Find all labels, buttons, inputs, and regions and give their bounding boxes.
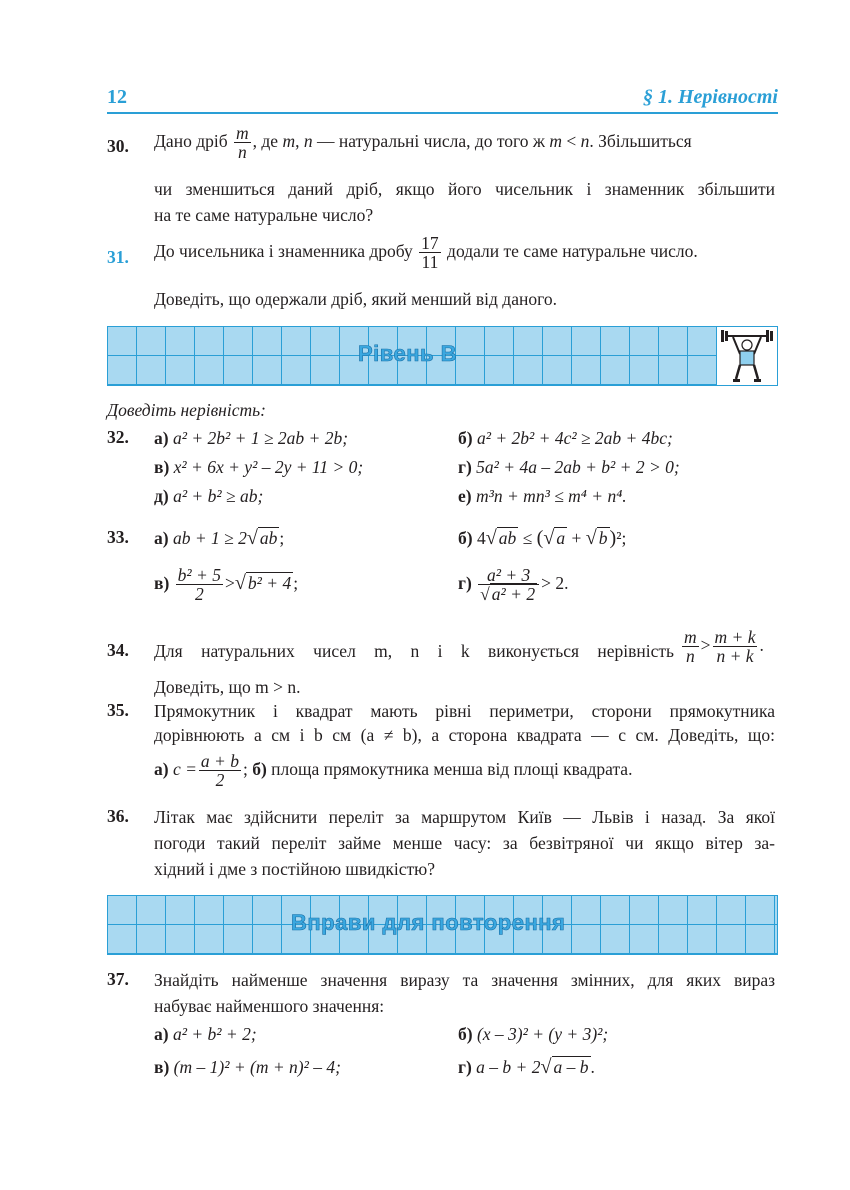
review-banner (107, 895, 778, 955)
exercise-30-number: 30. (107, 136, 129, 156)
ex37-v: в) (m – 1)² + (m + n)² – 4; (154, 1057, 341, 1077)
ex35-parts: а) c = $\frac{a + b}{2}$ ; б) площа прямокутника менша від площі квадрата. (154, 751, 633, 791)
exercise-30-line2: чи зменшиться даний дріб, якщо його чисельник і знаменник збільшити (154, 179, 775, 199)
ex36-line2: погоди такий переліт займе менше часу: за безвітряної чи якщо вітер за- (154, 833, 775, 853)
level-banner-title: Рівень В (358, 341, 458, 366)
exercise-34-number: 34. (107, 640, 129, 660)
exercise-31-line1: До чисельника і знаменника дробу $\frac{17}{11}$ додали те саме натуральне число. (154, 233, 698, 273)
exercise-37-number: 37. (107, 969, 129, 989)
intro-text: Доведіть нерівність: (107, 400, 266, 420)
ex34-line2: Доведіть, що m > n. (154, 677, 301, 697)
ex37-line2: набуває найменшого значення: (154, 996, 385, 1016)
ex32-d: д) a² + b² ≥ ab; (154, 486, 264, 506)
section-title: § 1. Нерівності (642, 86, 778, 108)
ex37-a: а) a² + b² + 2; (154, 1024, 257, 1044)
exercise-36-number: 36. (107, 806, 129, 826)
ex34-fractions: $\frac{m}{n}$ > $\frac{m + k}{n + k}$ . (684, 627, 764, 667)
ex36-line3: хідний і дме з постійною швидкістю? (154, 859, 436, 879)
ex33-b: б) 4√ ab ≤ (√ a + √ b)²; (458, 527, 627, 549)
ex34-line1: Для натуральних чисел m, n і k виконується нерівність (154, 641, 674, 661)
weightlifter-icon (716, 327, 777, 385)
page-number: 12 (107, 86, 127, 108)
ex37-b: б) (x – 3)² + (y + 3)²; (458, 1024, 609, 1044)
ex32-v: в) x² + 6x + y² – 2y + 11 > 0; (154, 457, 364, 477)
ex33-g: г) $\frac{\text{a² + 3}}{\text{√ a² + 2}}$ > 2. (458, 565, 569, 605)
ex32-b: б) a² + 2b² + 4c² ≥ 2ab + 4bc; (458, 428, 673, 448)
fraction-m-n: $\frac{m}{n}$ (236, 123, 249, 163)
ex37-g: г) a – b + 2√ a – b . (458, 1056, 595, 1078)
ex35-line2: дорівнюють a см і b см (a ≠ b), а сторона квадрата — c см. Доведіть, що: (154, 725, 775, 745)
exercise-30-line1: Дано дріб $\frac{m}{n}$ , де m, n — натуральні числа, до того ж m < n. Збільшиться (154, 123, 692, 163)
ex32-e: е) m³n + mn³ ≤ m⁴ + n⁴. (458, 486, 627, 506)
ex36-line1: Літак має здійснити переліт за маршрутом Київ — Львів і назад. За якої (154, 807, 775, 827)
exercise-33-number: 33. (107, 527, 129, 547)
exercise-31-line2: Доведіть, що одержали дріб, який менший від даного. (154, 289, 557, 309)
fraction-17-11: $\frac{17}{11}$ (421, 233, 439, 273)
exercise-31-number: 31. (107, 247, 129, 267)
exercise-35-number: 35. (107, 700, 129, 720)
exercise-32-number: 32. (107, 427, 129, 447)
ex33-v: в) $\frac{\text{b² + 5}}{2}$ >√ b² + 4 ; (154, 565, 299, 605)
review-banner-title: Вправи для повторення (291, 910, 566, 935)
ex37-line1: Знайдіть найменше значення виразу та значення змінних, для яких вираз (154, 970, 775, 990)
ex35-line1: Прямокутник і квадрат мають рівні периметри, сторони прямокутника (154, 701, 775, 721)
header-rule (107, 112, 778, 114)
ex32-g: г) 5a² + 4a – 2ab + b² + 2 > 0; (458, 457, 680, 477)
exercise-30-line3: на те саме натуральне число? (154, 205, 374, 225)
ex33-a: а) ab + 1 ≥ 2√ ab ; (154, 527, 285, 549)
level-banner (107, 326, 778, 386)
ex32-a: а) a² + 2b² + 1 ≥ 2ab + 2b; (154, 428, 349, 448)
